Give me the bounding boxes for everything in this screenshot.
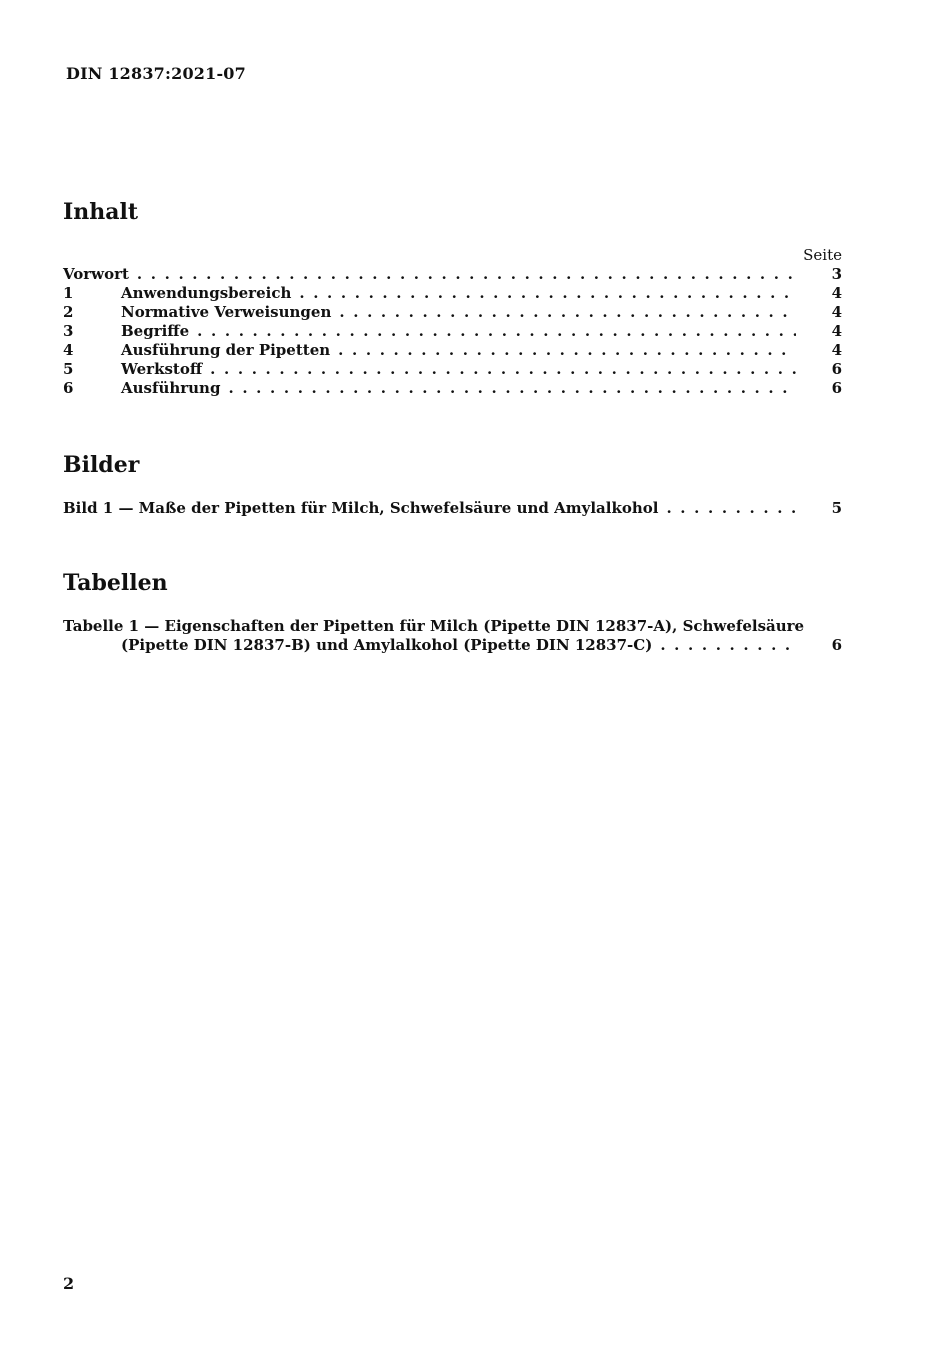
dot-leader	[338, 341, 796, 360]
contents-heading: Inhalt	[63, 199, 139, 225]
toc-entry-werkstoff[interactable]	[63, 360, 842, 379]
dot-leader	[137, 265, 796, 284]
toc-entry-ausfuehrung[interactable]	[63, 379, 842, 398]
toc-entry-title: Ausführung der Pipetten	[121, 341, 331, 359]
dot-leader	[299, 284, 796, 303]
toc-entry-number: 5	[63, 360, 74, 378]
toc-entry-page: 3	[831, 265, 842, 283]
tables-list	[63, 617, 842, 655]
toc-entry-title: Werkstoff	[121, 360, 203, 378]
toc-entry-page: 4	[831, 341, 842, 359]
figure-entry-bild-1[interactable]	[63, 499, 842, 518]
dot-leader	[210, 360, 796, 379]
dot-leader	[660, 636, 796, 655]
contents-list	[63, 246, 842, 398]
toc-entry-number: 1	[63, 284, 74, 302]
toc-entry-normative-verweisungen[interactable]	[63, 303, 842, 322]
toc-entry-title: Normative Verweisungen	[121, 303, 332, 321]
table-entry-title-line-2: (Pipette DIN 12837-B) und Amylalkohol (Pipette DIN 12837-C)	[121, 636, 653, 654]
figures-list	[63, 499, 842, 518]
toc-entry-anwendungsbereich[interactable]	[63, 284, 842, 303]
toc-entry-ausfuehrung-der-pipetten[interactable]	[63, 341, 842, 360]
document-identifier: DIN 12837:2021-07	[66, 64, 246, 83]
dot-leader	[339, 303, 796, 322]
toc-entry-number: 6	[63, 379, 74, 397]
toc-entry-title: Vorwort	[63, 265, 129, 283]
toc-entry-page: 4	[831, 322, 842, 340]
toc-entry-page: 4	[831, 303, 842, 321]
toc-entry-number: 3	[63, 322, 74, 340]
toc-entry-title: Begriffe	[121, 322, 190, 340]
page-column-label: Seite	[803, 246, 842, 264]
figure-entry-title: Bild 1 — Maße der Pipetten für Milch, Schwefelsäure und Amylalkohol	[63, 499, 659, 517]
toc-entry-number: 2	[63, 303, 74, 321]
toc-entry-number: 4	[63, 341, 74, 359]
table-entry-tabelle-1[interactable]	[63, 617, 842, 655]
table-entry-page: 6	[831, 636, 842, 654]
toc-entry-page: 4	[831, 284, 842, 302]
page-number: 2	[63, 1274, 75, 1293]
toc-entry-begriffe[interactable]	[63, 322, 842, 341]
figure-entry-page: 5	[831, 499, 842, 517]
table-entry-line-2	[63, 636, 842, 655]
toc-entry-vorwort[interactable]	[63, 265, 842, 284]
dot-leader	[228, 379, 796, 398]
toc-entry-title: Ausführung	[121, 379, 221, 397]
dot-leader	[197, 322, 796, 341]
dot-leader	[666, 499, 796, 518]
toc-entry-title: Anwendungsbereich	[121, 284, 292, 302]
table-entry-title-line-1: Tabelle 1 — Eigenschaften der Pipetten für Milch (Pipette DIN 12837-A), Schwefelsäure	[63, 617, 805, 635]
toc-entry-page: 6	[831, 360, 842, 378]
figures-heading: Bilder	[63, 452, 140, 478]
tables-heading: Tabellen	[63, 570, 168, 596]
toc-entry-page: 6	[831, 379, 842, 397]
